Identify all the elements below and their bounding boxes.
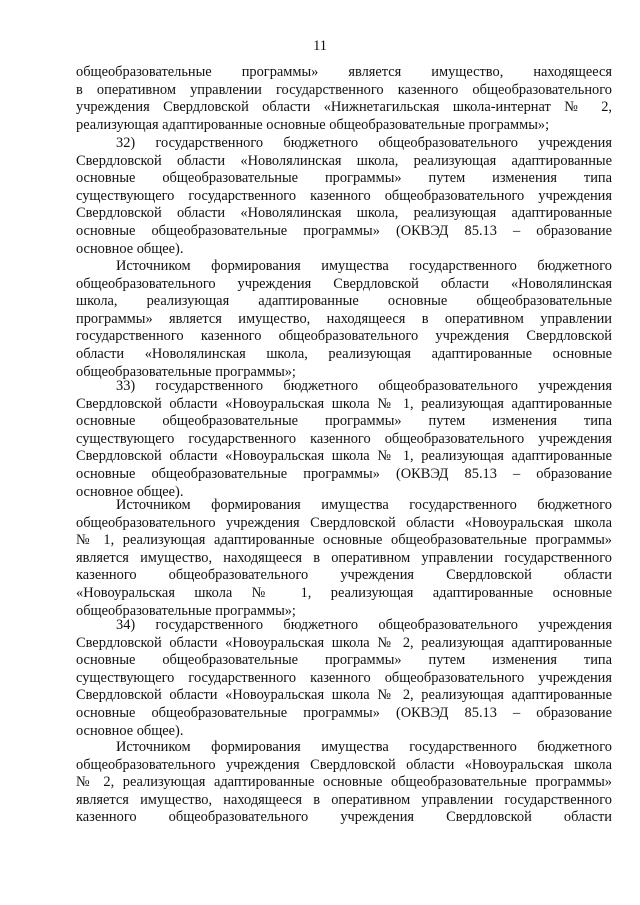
text-line: основные общеобразовательные программы» (ОКВЭД 85.13 – образование [76,222,612,239]
text-line: основное общее). [76,483,184,500]
paragraph-source-novouralskaya-1 [76,497,612,620]
text-line: общеобразовательные программы»; [76,602,296,619]
text-line: общеобразовательного учреждения Свердловской области «Новоуральская школа [76,514,612,531]
paragraph-item-34 [76,617,612,740]
text-line: области «Новолялинская школа, реализующая адаптированные основные [76,345,612,362]
text-line: Источником формирования имущества государственного бюджетного [116,739,612,755]
text-line: Свердловской области «Новоуральская школа № 2, реализующая адаптированные [76,687,612,704]
text-line: в оперативном управлении государственного казенного общеобразовательного [76,81,612,98]
text-line: основные общеобразовательные программы» (ОКВЭД 85.13 – образование [76,465,612,482]
page-number: 11 [313,38,327,54]
text-line: казенного общеобразовательного учреждения Свердловской области [76,809,612,826]
text-line: основные общеобразовательные программы» путем изменения типа [76,170,612,187]
text-line: является имущество, находящееся в оперативном управлении государственного [76,791,612,808]
text-line: 33) государственного бюджетного общеобразовательного учреждения [116,378,612,394]
text-line: общеобразовательные программы»; [76,363,296,380]
text-line: школа, реализующая адаптированные основные общеобразовательные [76,293,612,310]
paragraph-item-32 [76,135,612,258]
text-line: Свердловской области «Новолялинская школа, реализующая адаптированные [76,152,612,169]
text-line: основные общеобразовательные программы» путем изменения типа [76,652,612,669]
text-line: Свердловской области «Новолялинская школа, реализующая адаптированные [76,205,612,222]
text-line: существующего государственного казенного общеобразовательного учреждения [76,187,612,204]
text-line: существующего государственного казенного общеобразовательного учреждения [76,669,612,686]
text-line: основные общеобразовательные программы» путем изменения типа [76,413,612,430]
paragraph-item-33 [76,378,612,501]
text-line: № 2, реализующая адаптированные основные общеобразовательные программы» [76,774,612,791]
text-line: общеобразовательные программы» является имущество, находящееся [76,64,612,80]
text-line: казенного общеобразовательного учреждения Свердловской области [76,567,612,584]
paragraph-source-novouralskaya-2 [76,739,612,827]
text-line: общеобразовательного учреждения Свердловской области «Новолялинская [76,275,612,292]
text-line: общеобразовательного учреждения Свердловской области «Новоуральская школа [76,756,612,773]
paragraph-source-novolyalinskaya [76,258,612,381]
text-line: 34) государственного бюджетного общеобразовательного учреждения [116,617,612,633]
text-line: государственного казенного общеобразовательного учреждения Свердловской [76,328,612,345]
text-line: учреждения Свердловской области «Нижнетагильская школа-интернат № 2, [76,99,612,116]
text-line: № 1, реализующая адаптированные основные общеобразовательные программы» [76,532,612,549]
text-line: «Новоуральская школа № 1, реализующая адаптированные основные [76,584,612,601]
text-line: является имущество, находящееся в оперативном управлении государственного [76,549,612,566]
text-line: Свердловской области «Новоуральская школа № 1, реализующая адаптированные [76,395,612,412]
text-line: основные общеобразовательные программы» (ОКВЭД 85.13 – образование [76,704,612,721]
text-line: Источником формирования имущества государственного бюджетного [116,258,612,274]
text-line: существующего государственного казенного общеобразовательного учреждения [76,430,612,447]
text-line: основное общее). [76,722,184,739]
text-line: основное общее). [76,240,184,257]
text-line: программы» является имущество, находящееся в оперативном управлении [76,310,612,327]
text-line: реализующая адаптированные основные общеобразовательные программы»; [76,116,550,133]
text-line: Источником формирования имущества государственного бюджетного [116,497,612,513]
text-line: Свердловской области «Новоуральская школа № 2, реализующая адаптированные [76,634,612,651]
paragraph-continuation [76,64,612,134]
text-line: Свердловской области «Новоуральская школа № 1, реализующая адаптированные [76,448,612,465]
text-line: 32) государственного бюджетного общеобразовательного учреждения [116,135,612,151]
